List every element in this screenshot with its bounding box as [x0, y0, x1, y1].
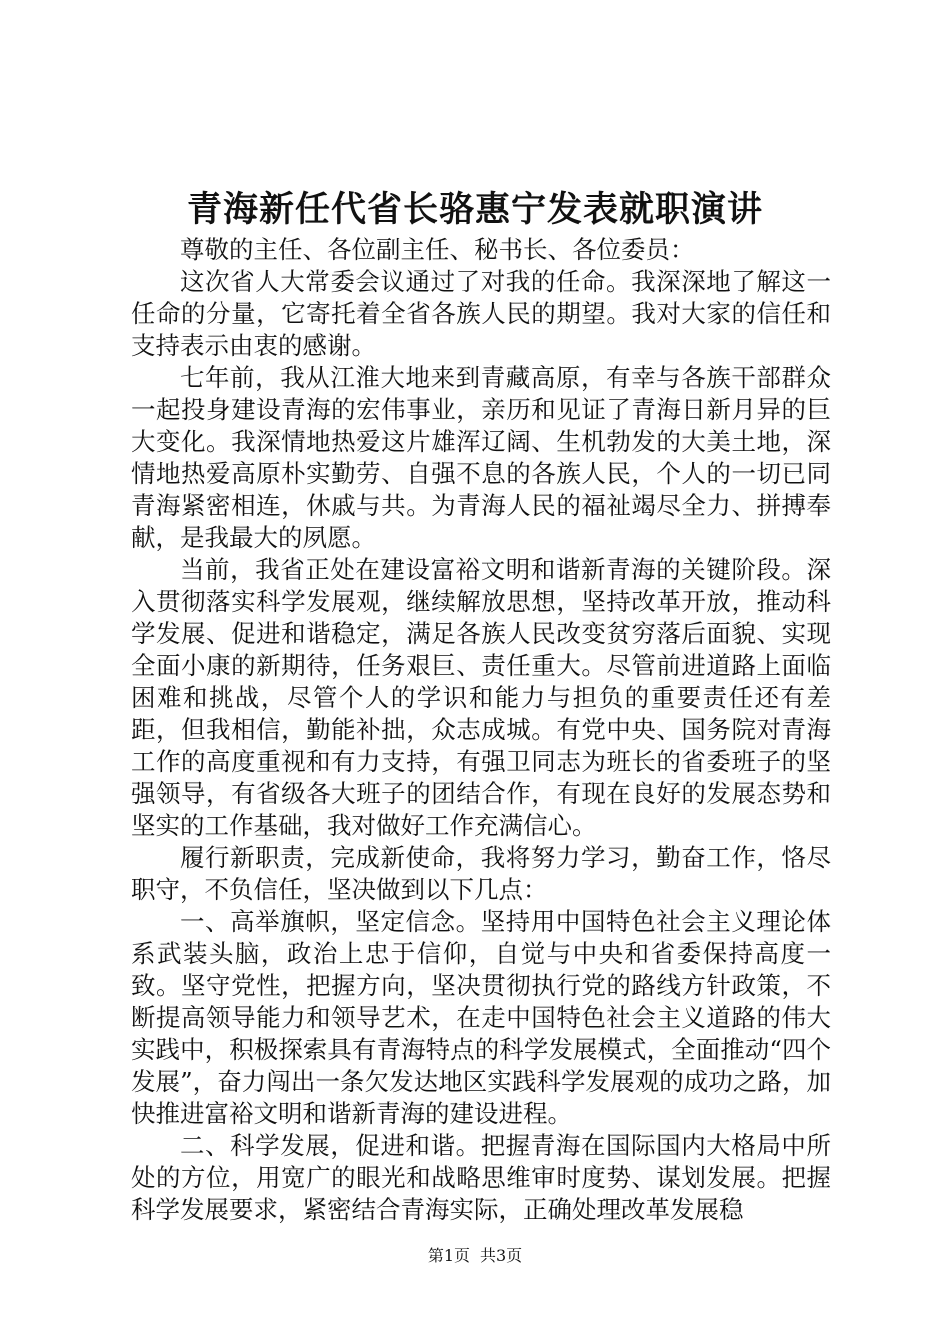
- paragraph-new-duties: 履行新职责，完成新使命，我将努力学习，勤奋工作，恪尽职守，不负信任，坚决做到以下几点：: [131, 843, 831, 904]
- document-body: [131, 234, 831, 1226]
- paragraph-point-one: 一、高举旗帜，坚定信念。坚持用中国特色社会主义理论体系武装头脑，政治上忠于信仰，自觉与中央和省委保持高度一致。坚守党性，把握方向，坚决贯彻执行党的路线方针政策，不断提高领导能力和领导艺术，在走中国特色社会主义道路的伟大实践中，积极探索具有青海特点的科学发展模式，全面推动“四个发展”，奋力闯出一条欠发达地区实践科学发展观的成功之路，加快推进富裕文明和谐新青海的建设进程。: [131, 907, 831, 1128]
- paragraph-seven-years: 七年前，我从江淮大地来到青藏高原，有幸与各族干部群众一起投身建设青海的宏伟事业，亲历和见证了青海日新月异的巨大变化。我深情地热爱这片雄浑辽阔、生机勃发的大美土地，深情地热爱高原朴实勤劳、自强不息的各族人民，个人的一切已同青海紧密相连，休戚与共。为青海人民的福祉竭尽全力、拼搏奉献，是我最大的夙愿。: [131, 363, 831, 552]
- paragraph-current-stage: 当前，我省正处在建设富裕文明和谐新青海的关键阶段。深入贯彻落实科学发展观，继续解放思想，坚持改革开放，推动科学发展、促进和谐稳定，满足各族人民改变贫穷落后面貌、实现全面小康的新期待，任务艰巨、责任重大。尽管前进道路上面临困难和挑战，尽管个人的学识和能力与担负的重要责任还有差距，但我相信，勤能补拙，众志成城。有党中央、国务院对青海工作的高度重视和有力支持，有强卫同志为班长的省委班子的坚强领导，有省级各大班子的团结合作，有现在良好的发展态势和坚实的工作基础，我对做好工作充满信心。: [131, 555, 831, 840]
- page-total: 共3页: [480, 1246, 523, 1265]
- document-title: 青海新任代省长骆惠宁发表就职演讲: [186, 189, 763, 230]
- paragraph-salutation: 尊敬的主任、各位副主任、秘书长、各位委员：: [180, 235, 695, 264]
- page-footer: [0, 1245, 950, 1267]
- paragraph-point-two: 二、科学发展，促进和谐。把握青海在国际国内大格局中所处的方位，用宽广的眼光和战略思维审时度势、谋划发展。把握科学发展要求，紧密结合青海实际，正确处理改革发展稳: [131, 1131, 831, 1224]
- page-number: 第1页: [427, 1246, 470, 1265]
- paragraph-appointment: 这次省人大常委会议通过了对我的任命。我深深地了解这一任命的分量，它寄托着全省各族人民的期望。我对大家的信任和支持表示由衷的感谢。: [131, 267, 831, 360]
